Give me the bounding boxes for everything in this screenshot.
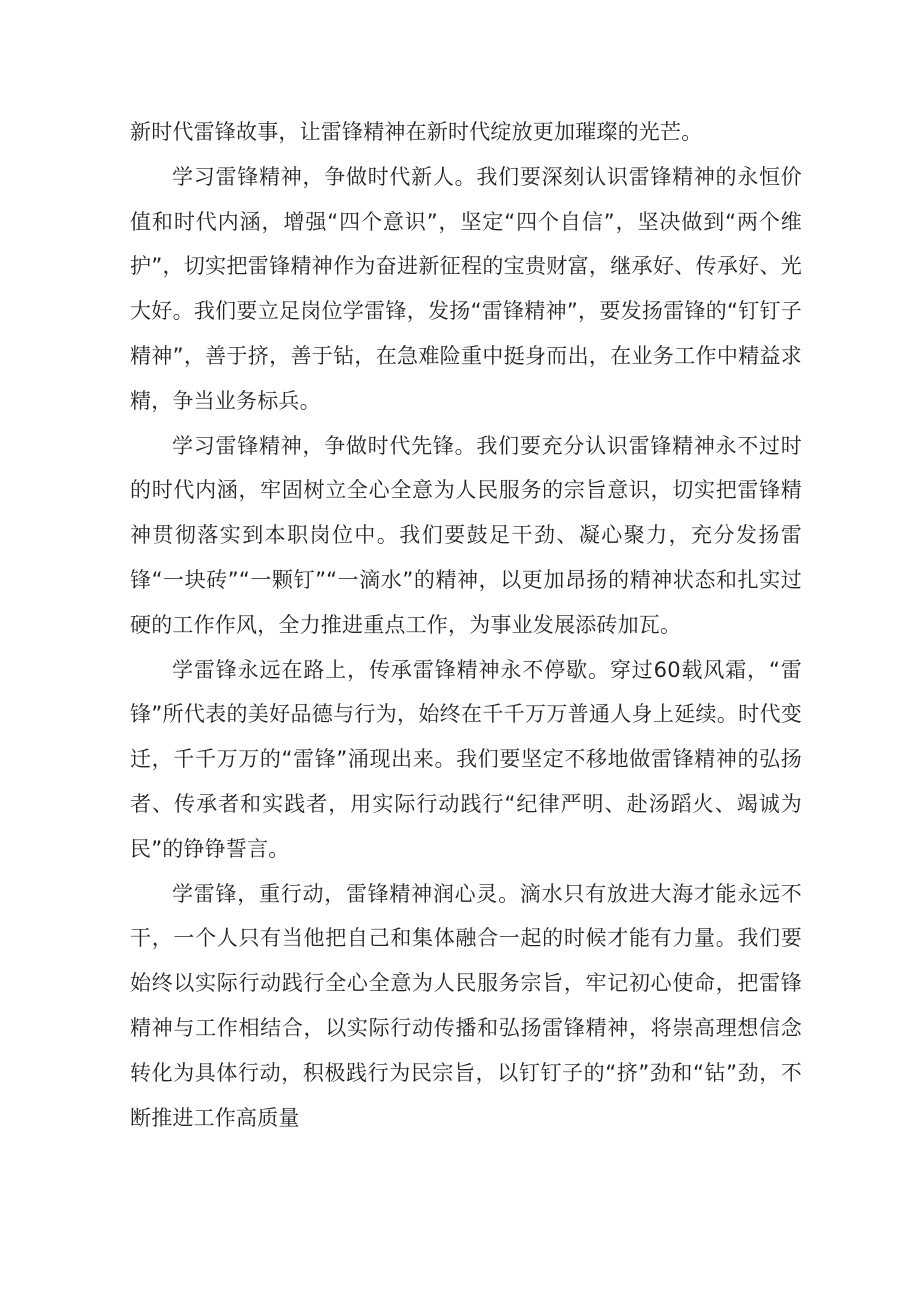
paragraph-5: 学雷锋，重行动，雷锋精神润心灵。滴水只有放进大海才能永远不干，一个人只有当他把自己和集体融合一起的时候才能有力量。我们要始终以实际行动践行全心全意为人民服务宗旨，牢记初心使命，把雷锋精神与工作相结合，以实际行动传播和弘扬雷锋精神，将崇高理想信念转化为具体行动，积极践行为民宗旨，以钉钉子的“挤”劲和“钻”劲，不断推进工作高质量 [130, 881, 802, 1130]
paragraph-1: 新时代雷锋故事，让雷锋精神在新时代绽放更加璀璨的光芒。 [130, 120, 703, 144]
paragraph-2: 学习雷锋精神，争做时代新人。我们要深刻认识雷锋精神的永恒价值和时代内涵，增强“四个意识”，坚定“四个自信”，坚决做到“两个维护”，切实把雷锋精神作为奋进新征程的宝贵财富，继承好、传承好、光大好。我们要立足岗位学雷锋，发扬“雷锋精神”，要发扬雷锋的“钉钉子精神”，善于挤，善于钻，在急难险重中挺身而出，在业务工作中精益求精，争当业务标兵。 [130, 164, 802, 413]
paragraph-4: 学雷锋永远在路上，传承雷锋精神永不停歇。穿过60载风霜，“雷锋”所代表的美好品德与行为，始终在千千万万普通人身上延续。时代变迁，千千万万的“雷锋”涌现出来。我们要坚定不移地做雷锋精神的弘扬者、传承者和实践者，用实际行动践行“纪律严明、赴汤蹈火、竭诚为民”的铮铮誓言。 [130, 657, 802, 861]
paragraph-3: 学习雷锋精神，争做时代先锋。我们要充分认识雷锋精神永不过时的时代内涵，牢固树立全心全意为人民服务的宗旨意识，切实把雷锋精神贯彻落实到本职岗位中。我们要鼓足干劲、凝心聚力，充分发扬雷锋“一块砖”“一颗钉”“一滴水”的精神，以更加昂扬的精神状态和扎实过硬的工作作风，全力推进重点工作，为事业发展添砖加瓦。 [130, 433, 802, 637]
document-body [130, 110, 802, 1140]
